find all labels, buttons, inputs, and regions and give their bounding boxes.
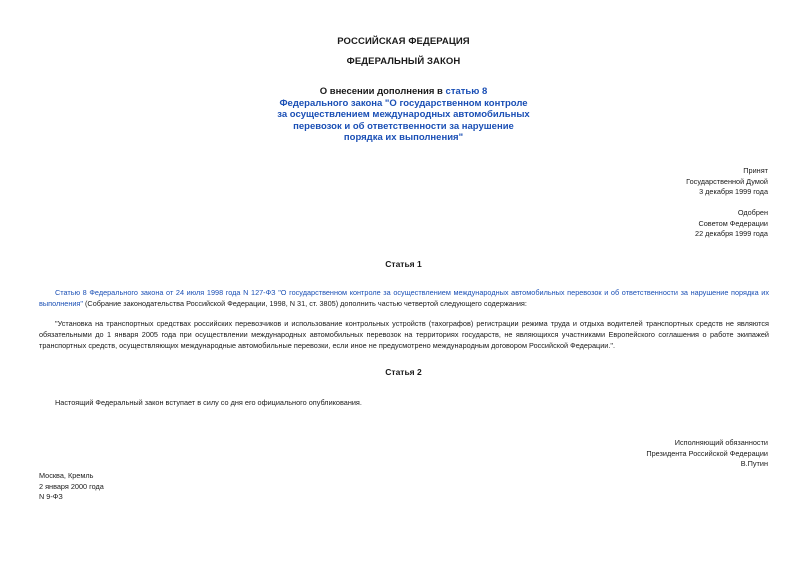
approved-label: Одобрен [737, 208, 768, 217]
title-link-line[interactable]: Федерального закона "О государственном контроле [279, 97, 528, 109]
signature-block [646, 438, 768, 470]
accepted-date: 3 декабря 1999 года [699, 187, 768, 197]
title-link-line[interactable]: за осуществлением международных автомобильных [277, 109, 530, 120]
law-number: N 9-ФЗ [39, 492, 63, 502]
signature-office: Президента Российской Федерации [646, 448, 768, 458]
approved-body: Советом Федерации [698, 218, 768, 228]
article-1-quote: "Установка на транспортных средствах российских перевозчиков и использование контрольных устройств (тахографов) регистрации режима труда и отдыха водителей транспортных средств не являются обязательными до 1 января 2005 года при осуществлении международных автомобильных перевозок на территориях государств, не являющихся участниками Европейского соглашения о работе экипажей транспортных средств, осуществляющих международные автомобильные перевозки, если иное не предусмотрено международным договором Российской Федерации.". [39, 319, 769, 350]
accepted-body: Государственной Думой [686, 176, 768, 186]
approved-date: 22 декабря 1999 года [695, 229, 768, 239]
doc-type-heading: ФЕДЕРАЛЬНЫЙ ЗАКОН [346, 56, 461, 67]
article-2-paragraph: Настоящий Федеральный закон вступает в силу со дня его официального опубликования. [55, 398, 362, 407]
title-prefix: О внесении дополнения в [319, 86, 446, 97]
sign-date: 2 января 2000 года [39, 481, 104, 491]
title-link-line[interactable]: порядка их выполнения" [343, 132, 464, 143]
signature-name: В.Путин [740, 459, 768, 469]
law-title [0, 86, 807, 144]
article-1-text: (Собрание законодательства Российской Федерации, 1998, N 31, ст. 3805) дополнить частью четвертой следующего содержания: [82, 299, 527, 308]
approved-block [695, 208, 768, 240]
country-heading: РОССИЙСКАЯ ФЕДЕРАЦИЯ [337, 36, 470, 47]
title-link-line[interactable]: перевозок и об ответственности за нарушение [293, 120, 514, 132]
article-1-heading: Статья 1 [385, 259, 422, 269]
accepted-label: Принят [743, 166, 768, 175]
law-127-link[interactable]: Статью 8 Федерального закона от 24 июля 1998 года N 127-ФЗ "О государственном контроле за осуществлением международных автомобильных перевозок и об ответственности за нарушение порядка их выполнения" [39, 288, 769, 308]
accepted-block [686, 166, 768, 198]
article-8-link[interactable]: статью 8 [445, 86, 488, 97]
article-2-heading: Статья 2 [385, 367, 422, 377]
place-date-block [39, 471, 104, 503]
title-line-1 [0, 86, 807, 98]
place: Москва, Кремль [39, 471, 94, 480]
article-1-paragraph [39, 287, 769, 309]
signature-title: Исполняющий обязанности [674, 438, 768, 447]
